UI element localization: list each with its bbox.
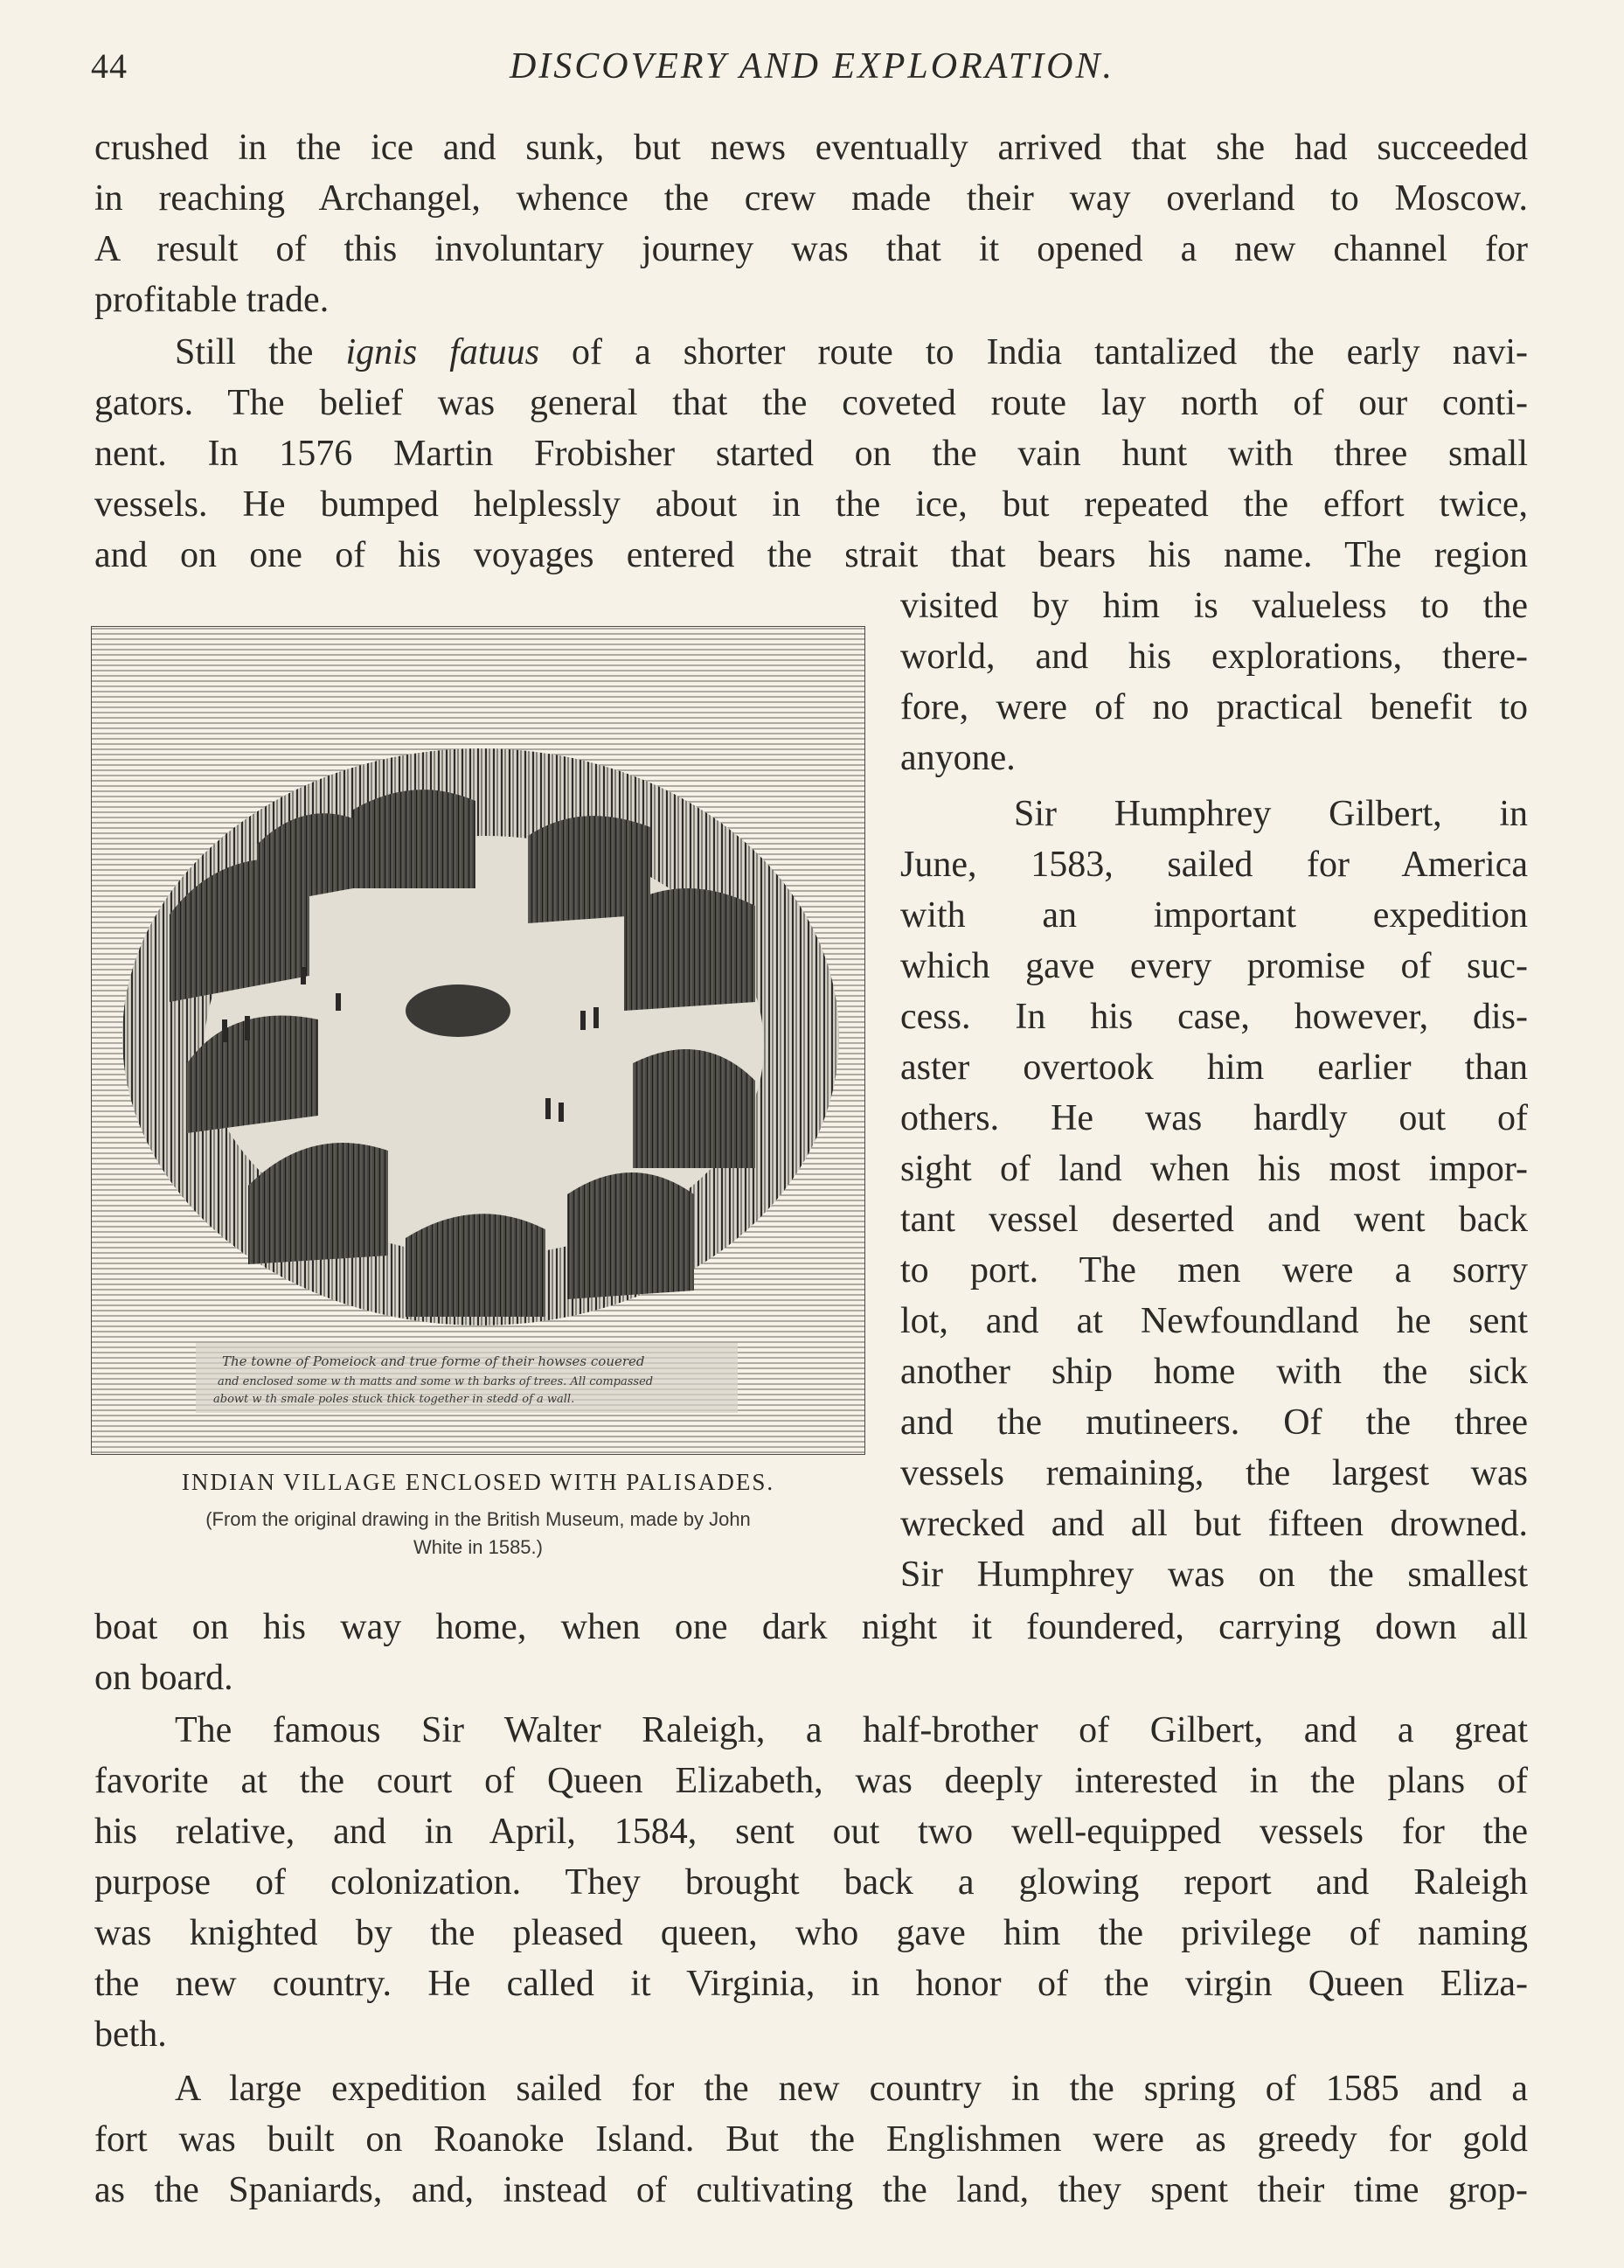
caption-source-line: (From the original drawing in the British Museum, made by John [205, 1508, 751, 1530]
figure-caption-title: INDIAN VILLAGE ENCLOSED WITH PALISADES. [181, 1469, 775, 1495]
text-line: June, 1583, sailed for America [900, 845, 1528, 885]
italic-phrase: ignis fatuus [345, 332, 539, 372]
text-line: visited by him is valueless to the [900, 586, 1528, 626]
text-line: was knighted by the pleased queen, who gave him the privilege of naming [94, 1913, 1528, 1953]
text-line [94, 327, 1528, 378]
text-line: anyone. [900, 738, 1016, 778]
text-line: and the mutineers. Of the three [900, 1402, 1528, 1443]
text-line: lot, and at Newfoundland he sent [900, 1301, 1528, 1341]
text-line: crushed in the ice and sunk, but news eventually arrived that she had succeeded [94, 128, 1528, 168]
figure-caption-source [91, 1506, 865, 1562]
text-line: beth. [94, 2014, 167, 2055]
text-line: world, and his explorations, there- [900, 637, 1528, 677]
text-line: cess. In his case, however, dis- [900, 997, 1528, 1037]
inscription-line: and enclosed some w th matts and some w th barks of trees. All compassed [218, 1375, 654, 1388]
text-line: sight of land when his most impor- [900, 1149, 1528, 1189]
text-line: vessels. He bumped helplessly about in the ice, but repeated the effort twice, [94, 484, 1528, 525]
central-fire [406, 984, 510, 1037]
engraving-figure [91, 626, 865, 1455]
text-run: Still the [175, 332, 346, 372]
text-line: to port. The men were a sorry [900, 1250, 1528, 1291]
text-line: wrecked and all but fifteen drowned. [900, 1504, 1528, 1544]
text-line: Sir Humphrey was on the smallest [900, 1555, 1528, 1595]
text-line: tant vessel deserted and went back [900, 1200, 1528, 1240]
text-line: the new country. He called it Virginia, in honor of the virgin Queen Eliza- [94, 1964, 1528, 2004]
text-line: and on one of his voyages entered the strait that bears his name. The region [94, 535, 1528, 575]
text-line: fore, were of no practical benefit to [900, 687, 1528, 727]
text-line: which gave every promise of suc- [900, 946, 1528, 986]
text-line: A large expedition sailed for the new country in the spring of 1585 and a [175, 2069, 1528, 2109]
text-line: on board. [94, 1658, 233, 1698]
text-line: Sir Humphrey Gilbert, in [1014, 794, 1528, 834]
text-line: nent. In 1576 Martin Frobisher started on the vain hunt with three small [94, 434, 1528, 474]
running-title: DISCOVERY AND EXPLORATION. [509, 46, 1115, 87]
text-line: profitable trade. [94, 280, 330, 320]
inscription-line: abowt w th smale poles stuck thick together in stedd of a wall. [213, 1393, 575, 1406]
page-header [91, 45, 1533, 98]
text-line: purpose of colonization. They brought back a glowing report and Raleigh [94, 1862, 1528, 1903]
text-line: as the Spaniards, and, instead of cultivating the land, they spent their time grop- [94, 2170, 1528, 2210]
text-line: vessels remaining, the largest was [900, 1453, 1528, 1493]
text-line: in reaching Archangel, whence the crew made their way overland to Moscow. [94, 178, 1528, 219]
text-line: his relative, and in April, 1584, sent out two well-equipped vessels for the [94, 1812, 1528, 1852]
text-line: gators. The belief was general that the coveted route lay north of our conti- [94, 383, 1528, 423]
text-run: of a shorter route to India tantalized the early navi- [538, 332, 1528, 372]
text-line: with an important expedition [900, 895, 1528, 936]
caption-source-line: White in 1585.) [413, 1536, 543, 1558]
indian-village-engraving [91, 626, 865, 1455]
page-number: 44 [91, 46, 128, 86]
text-line: boat on his way home, when one dark night it foundered, carrying down all [94, 1607, 1528, 1647]
text-line: The famous Sir Walter Raleigh, a half-brother of Gilbert, and a great [175, 1710, 1528, 1750]
text-line: favorite at the court of Queen Elizabeth, was deeply interested in the plans of [94, 1761, 1528, 1801]
text-line: fort was built on Roanoke Island. But the Englishmen were as greedy for gold [94, 2119, 1528, 2160]
text-line: others. He was hardly out of [900, 1098, 1528, 1138]
text-line: another ship home with the sick [900, 1352, 1528, 1392]
text-line: A result of this involuntary journey was that it opened a new channel for [94, 229, 1528, 269]
inscription-line: The towne of Pomeiock and true forme of their howses couered [222, 1353, 645, 1369]
text-line: aster overtook him earlier than [900, 1047, 1528, 1088]
